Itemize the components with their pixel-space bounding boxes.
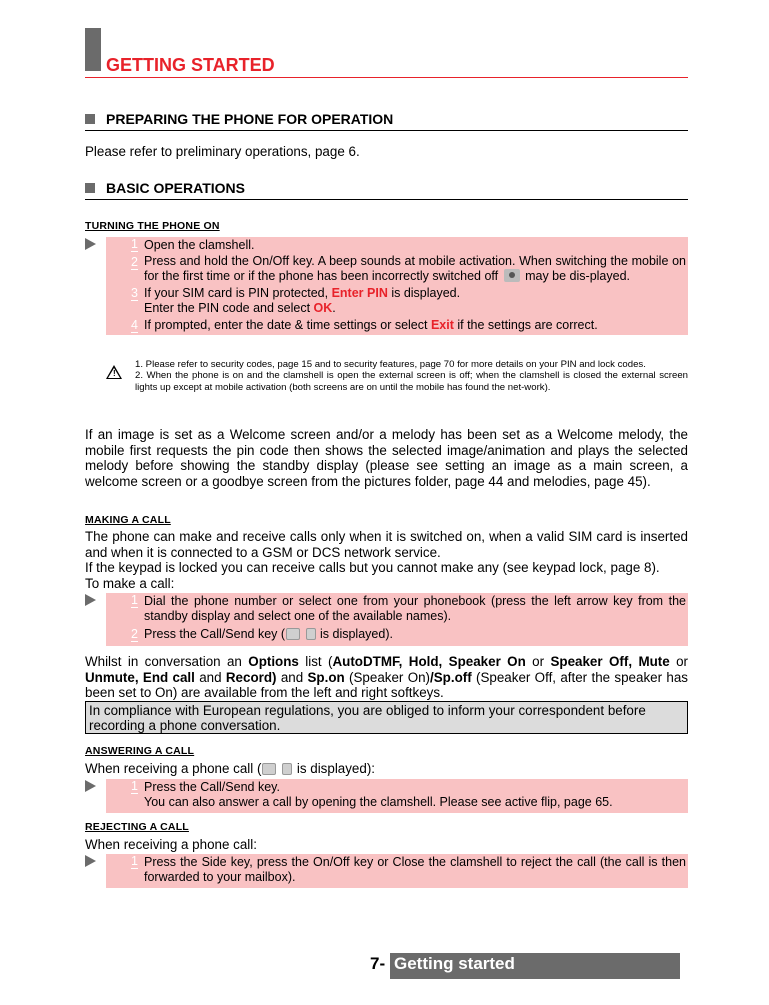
- chapter-title: GETTING STARTED: [106, 55, 275, 75]
- step-text: Press and hold the On/Off key. A beep sounds at mobile activation. When switching the mobile on for the first time or if the phone has been incorrectly switched off may be dis-played.: [144, 254, 686, 283]
- ok-label: OK: [313, 301, 333, 315]
- step-row: [85, 316, 688, 335]
- making-call-intro-2: If the keypad is locked you can receive calls but you cannot make any (see keypad lock, page 8).: [85, 560, 660, 576]
- step-text: Press the Side key, press the On/Off key or Close the clamshell to reject the call (the call is then forwarded to your mailbox).: [142, 854, 688, 888]
- subsection-title-answering-call: ANSWERING A CALL: [85, 745, 195, 757]
- page-number: 7-: [370, 954, 386, 973]
- step-row: [85, 624, 688, 646]
- step-arrow-icon: [85, 238, 96, 250]
- section-marker: [85, 183, 95, 193]
- making-call-intro-1: The phone can make and receive calls only when it is switched on, when a valid SIM card is inserted and when it is connected to a GSM or DCS network service.: [85, 529, 688, 560]
- footer-section-title: Getting started: [390, 953, 680, 979]
- making-call-intro: [85, 529, 688, 591]
- making-call-intro-3: To make a call:: [85, 575, 175, 591]
- answering-call-steps: [85, 779, 688, 813]
- section-divider: [85, 199, 688, 200]
- step-number: 1: [131, 593, 138, 607]
- section-title-preparing: PREPARING THE PHONE FOR OPERATION: [106, 111, 394, 127]
- phone-icon: [306, 628, 316, 640]
- step-number: 2: [131, 627, 138, 641]
- section-marker: [85, 114, 95, 124]
- phone-icon: [282, 763, 292, 775]
- step-number: 3: [131, 286, 138, 300]
- step-text: Open the clamshell.: [142, 237, 688, 253]
- rejecting-intro: When receiving a phone call:: [85, 837, 257, 852]
- step-number: 1: [131, 854, 138, 868]
- section-divider: [85, 130, 688, 131]
- answering-intro: When receiving a phone call ( is displayed):: [85, 761, 376, 776]
- step-arrow-icon: [85, 855, 96, 867]
- preparing-text: Please refer to preliminary operations, page 6.: [85, 144, 360, 159]
- camera-icon: [504, 269, 520, 282]
- regulation-notice: In compliance with European regulations, you are obliged to inform your correspondent before recording a phone conversation.: [85, 701, 688, 734]
- making-call-steps: [85, 593, 688, 646]
- step-row: [85, 779, 688, 813]
- step-text: Press the Call/Send key ( is displayed).: [142, 624, 688, 646]
- step-arrow-icon: [85, 780, 96, 792]
- step-number: 2: [131, 255, 138, 269]
- note-item: 2. When the phone is on and the clamshell is open the external screen is off; when the clamshell is closed the external screen lights up except at mobile activation (both screens are on until the mobile has found the net-work).: [135, 370, 688, 393]
- phone-icon: [262, 763, 276, 775]
- phone-icon: [286, 628, 300, 640]
- section-title-basic: BASIC OPERATIONS: [106, 180, 245, 196]
- welcome-paragraph: If an image is set as a Welcome screen and/or a melody has been set as a Welcome melody, the mobile first requests the pin code then shows the selected image/animation and plays the selected melody before showing the standby display (please see setting an image as a main screen, a welcome screen or a goodbye screen from the pictures folder, page 44 and melodies, page 45).: [85, 427, 688, 489]
- exit-label: Exit: [430, 318, 454, 332]
- subsection-title-rejecting-call: REJECTING A CALL: [85, 821, 189, 833]
- step-number: 4: [131, 318, 138, 332]
- step-row: [85, 593, 688, 624]
- step-text: Dial the phone number or select one from your phonebook (press the left arrow key from the standby display and select one of the available names).: [144, 594, 686, 623]
- subsection-title-making-call: MAKING A CALL: [85, 514, 171, 526]
- turning-on-steps: [85, 237, 688, 335]
- note-item: 1. Please refer to security codes, page 15 and to security features, page 70 for more details on your PIN and lock codes.: [135, 359, 646, 370]
- step-row: [85, 237, 688, 253]
- step-row: [85, 854, 688, 888]
- step-number: 1: [131, 779, 138, 793]
- chapter-divider: [85, 77, 688, 78]
- enter-pin-label: Enter PIN: [331, 286, 388, 300]
- step-text: Press the Call/Send key. You can also answer a call by opening the clamshell. Please see active flip, page 65.: [142, 779, 688, 813]
- step-row: [85, 253, 688, 284]
- chapter-marker-bar: [85, 28, 101, 71]
- conversation-paragraph: Whilst in conversation an Options list (AutoDTMF, Hold, Speaker On or Speaker Off, Mute or Unmute, End call and Record) and Sp.on (Speaker On)/Sp.off (Speaker Off, after the speaker has been set to On) are available from the left and right softkeys.: [85, 654, 688, 701]
- step-number: 1: [131, 237, 138, 251]
- step-text: If prompted, enter the date & time settings or select Exit if the settings are correct.: [142, 316, 688, 335]
- step-text: If your SIM card is PIN protected, Enter PIN is displayed. Enter the PIN code and select OK.: [142, 284, 688, 316]
- note-text: [135, 359, 688, 393]
- subsection-title-turning-on: TURNING THE PHONE ON: [85, 220, 220, 232]
- rejecting-call-steps: [85, 854, 688, 888]
- step-arrow-icon: [85, 594, 96, 606]
- step-row: [85, 284, 688, 316]
